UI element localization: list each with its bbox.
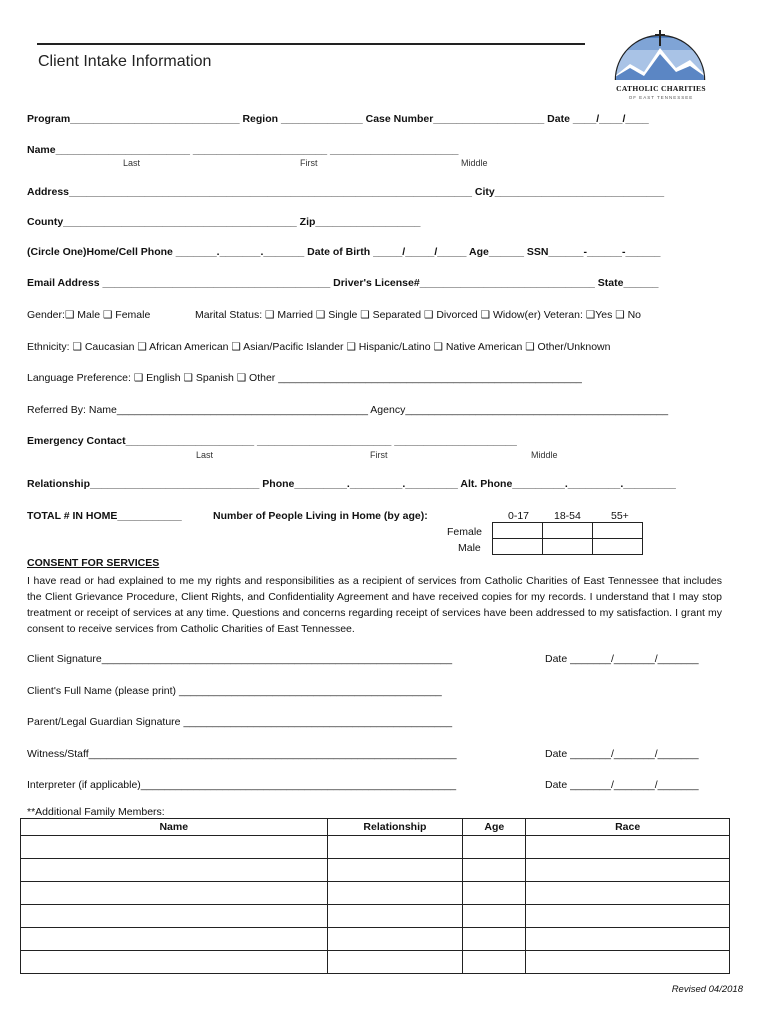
col-header-name: Name [21, 819, 328, 836]
name-last-label: Last [123, 158, 141, 168]
client-signature-field[interactable]: Client Signature____________________________________________________________ [27, 653, 453, 665]
gender-row[interactable]: Gender:❑ Male ❑ Female [27, 309, 151, 321]
race-cell[interactable] [526, 928, 730, 951]
age-cell[interactable] [463, 928, 526, 951]
ethnicity-row[interactable]: Ethnicity: ❑ Caucasian ❑ African American ❑ Asian/Pacific Islander ❑ Hispanic/Latino ❑ Native American ❑ Other/Unknown [27, 341, 611, 353]
race-cell[interactable] [526, 836, 730, 859]
table-row [21, 859, 730, 882]
male-0-17-cell[interactable] [493, 539, 543, 555]
name-cell[interactable] [21, 882, 328, 905]
age-col-18-54: 18-54 [554, 510, 581, 522]
col-header-relationship: Relationship [327, 819, 463, 836]
age-cell[interactable] [463, 859, 526, 882]
table-row [21, 882, 730, 905]
emergency-last-label: Last [196, 450, 214, 460]
age-cell[interactable] [463, 951, 526, 974]
address-row[interactable]: Address_____________________________________________________________________ City_____________________________ [27, 186, 665, 198]
program-row[interactable]: Program_____________________________ Region ______________ Case Number___________________ Date ____/____/____ [27, 113, 649, 125]
relationship-cell[interactable] [327, 951, 463, 974]
client-full-name-field[interactable]: Client's Full Name (please print) _____________________________________________ [27, 685, 442, 697]
table-row [21, 951, 730, 974]
age-grid [492, 522, 643, 555]
people-by-age-label: Number of People Living in Home (by age): [213, 510, 428, 522]
relationship-cell[interactable] [327, 905, 463, 928]
interpreter-field[interactable]: Interpreter (if applicable)______________________________________________________ [27, 779, 457, 791]
race-cell[interactable] [526, 905, 730, 928]
consent-text: I have read or had explained to me my rights and responsibilities as a recipient of services from Catholic Charities of East Tennessee that includes the Client Grievance Procedure, Client Rights, and Confidentiality Agreement and have received copies for my records. I understand that I may stop treatment or receipt of services at any time. Questions and concerns regarding receipt of services have been addressed to my satisfaction. I grant my consent to receive services from Catholic Charities of East Tennessee. [27, 575, 722, 635]
header-rule [37, 43, 585, 45]
revised-date: Revised 04/2018 [671, 984, 743, 995]
form-title: Client Intake Information [38, 53, 212, 70]
female-label: Female [447, 526, 483, 538]
age-col-55plus: 55+ [611, 510, 629, 522]
name-first-label: First [300, 158, 318, 168]
age-cell[interactable] [463, 836, 526, 859]
female-0-17-cell[interactable] [493, 523, 543, 539]
language-row[interactable]: Language Preference: ❑ English ❑ Spanish ❑ Other ____________________________________________________ [27, 372, 582, 384]
table-row [21, 836, 730, 859]
witness-date[interactable]: Date _______/_______/_______ [545, 748, 699, 760]
race-cell[interactable] [526, 882, 730, 905]
witness-staff-field[interactable]: Witness/Staff_______________________________________________________________ [27, 748, 457, 760]
col-header-race: Race [526, 819, 730, 836]
relationship-cell[interactable] [327, 882, 463, 905]
name-cell[interactable] [21, 836, 328, 859]
male-label: Male [458, 542, 481, 554]
relationship-cell[interactable] [327, 859, 463, 882]
relationship-cell[interactable] [327, 928, 463, 951]
race-cell[interactable] [526, 859, 730, 882]
name-cell[interactable] [21, 951, 328, 974]
age-cell[interactable] [463, 882, 526, 905]
relationship-row[interactable]: Relationship_____________________________ Phone_________._________._________ Alt. Phone_________._________._________ [27, 478, 676, 490]
logo-text: CATHOLIC CHARITIES [616, 84, 706, 93]
female-55plus-cell[interactable] [593, 523, 643, 539]
phone-row[interactable]: (Circle One)Home/Cell Phone _______._______._______ Date of Birth _____/_____/_____ Age______ SSN______-______-______ [27, 246, 661, 258]
age-cell[interactable] [463, 905, 526, 928]
name-cell[interactable] [21, 905, 328, 928]
table-row [21, 905, 730, 928]
referred-row[interactable]: Referred By: Name___________________________________________ Agency_____________________________________________ [27, 404, 669, 416]
interpreter-date[interactable]: Date _______/_______/_______ [545, 779, 699, 791]
name-cell[interactable] [21, 928, 328, 951]
table-row [21, 928, 730, 951]
emergency-middle-label: Middle [531, 450, 558, 460]
emergency-first-label: First [370, 450, 388, 460]
logo-subtext: OF EAST TENNESSEE [628, 95, 694, 100]
family-members-table [20, 818, 730, 974]
county-row[interactable]: County________________________________________ Zip__________________ [27, 216, 421, 228]
name-row[interactable]: Name_______________________ _______________________ ______________________ [27, 144, 459, 156]
emergency-row[interactable]: Emergency Contact______________________ _______________________ _____________________ [27, 435, 517, 447]
guardian-signature-field[interactable]: Parent/Legal Guardian Signature ______________________________________________ [27, 716, 453, 728]
email-row[interactable]: Email Address _______________________________________ Driver's License#______________________________ State______ [27, 277, 659, 289]
total-in-home[interactable]: TOTAL # IN HOME___________ [27, 510, 182, 522]
male-55plus-cell[interactable] [593, 539, 643, 555]
race-cell[interactable] [526, 951, 730, 974]
age-col-0-17: 0-17 [508, 510, 530, 522]
relationship-cell[interactable] [327, 836, 463, 859]
col-header-age: Age [463, 819, 526, 836]
family-members-label: **Additional Family Members: [27, 806, 165, 818]
female-18-54-cell[interactable] [543, 523, 593, 539]
marital-row[interactable]: Marital Status: ❑ Married ❑ Single ❑ Separated ❑ Divorced ❑ Widow(er) Veteran: ❑Yes ❑ No [195, 309, 642, 321]
male-18-54-cell[interactable] [543, 539, 593, 555]
client-signature-date[interactable]: Date _______/_______/_______ [545, 653, 699, 665]
name-cell[interactable] [21, 859, 328, 882]
consent-heading: CONSENT FOR SERVICES [27, 557, 160, 569]
name-middle-label: Middle [461, 158, 488, 168]
